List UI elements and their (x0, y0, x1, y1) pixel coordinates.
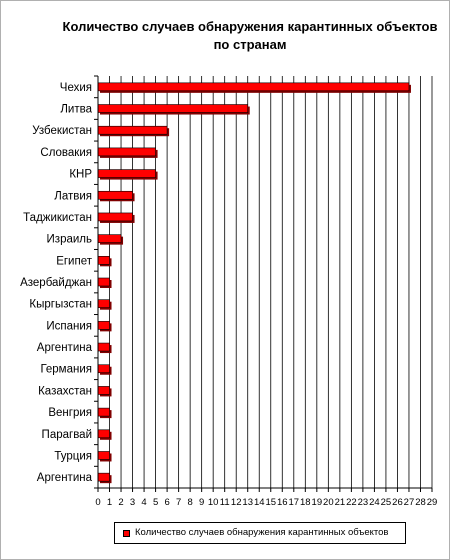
y-tick-label: Казахстан (38, 385, 92, 398)
x-tick-label: 13 (242, 497, 254, 508)
bar (98, 408, 110, 416)
legend-swatch (123, 530, 130, 537)
x-tick-label: 4 (141, 497, 147, 508)
y-tick-label: Узбекистан (32, 125, 92, 138)
x-tick-label: 12 (230, 497, 242, 508)
x-tick-label: 9 (199, 497, 205, 508)
bar (98, 278, 110, 286)
y-tick-label: Чехия (59, 81, 92, 94)
bar (98, 213, 133, 221)
bar (98, 343, 110, 351)
x-tick-label: 20 (323, 497, 334, 508)
x-tick-label: 0 (95, 497, 101, 508)
bar (98, 321, 110, 329)
bar (98, 430, 110, 438)
x-tick-label: 27 (403, 497, 415, 508)
y-tick-label: Литва (60, 103, 92, 116)
x-tick-label: 24 (369, 497, 380, 508)
y-tick-label: Аргентина (36, 342, 92, 355)
x-tick-label: 26 (392, 497, 403, 508)
y-tick-label: Турция (54, 450, 92, 463)
y-tick-label: Испания (46, 320, 92, 333)
x-tick-label: 8 (187, 497, 193, 508)
legend (114, 522, 406, 544)
chart-title: Количество случаев обнаружения карантинных объектов по странам (62, 19, 438, 52)
x-tick-label: 1 (106, 497, 113, 508)
x-tick-label: 29 (426, 497, 438, 508)
y-tick-label: Аргентина (36, 472, 92, 485)
x-tick-label: 11 (219, 497, 230, 508)
bar (98, 170, 156, 178)
y-tick-label: Кыргызстан (29, 298, 92, 311)
y-tick-label: Словакия (40, 146, 92, 159)
x-tick-label: 7 (175, 497, 182, 508)
bar (98, 365, 110, 373)
x-tick-label: 19 (311, 497, 323, 508)
y-tick-label: Таджикистан (23, 211, 92, 224)
legend-label: Количество случаев обнаружения карантинных объектов (135, 527, 389, 538)
y-tick-label: Германия (40, 363, 92, 376)
y-tick-label: Израиль (46, 233, 92, 246)
x-tick-label: 25 (380, 497, 392, 508)
plot-area (98, 76, 432, 488)
bar (98, 451, 110, 459)
y-tick-label: Латвия (54, 190, 92, 203)
bar (98, 126, 167, 134)
bar (98, 235, 121, 243)
y-tick-label: Венгрия (48, 407, 92, 420)
bar (98, 386, 110, 394)
x-tick-label: 21 (334, 497, 346, 508)
x-tick-label: 22 (346, 497, 357, 508)
bar (98, 473, 110, 481)
x-tick-label: 3 (129, 497, 136, 508)
x-tick-label: 2 (118, 497, 124, 508)
x-tick-label: 18 (300, 497, 311, 508)
x-tick-label: 23 (357, 497, 369, 508)
y-tick-label: КНР (69, 168, 92, 181)
x-tick-label: 17 (288, 497, 300, 508)
bar (98, 256, 110, 264)
bar (98, 191, 133, 199)
bar (98, 300, 110, 308)
bar (98, 105, 248, 113)
x-tick-label: 28 (415, 497, 426, 508)
y-tick-label: Египет (56, 255, 92, 268)
x-tick-label: 16 (276, 497, 288, 508)
x-tick-label: 6 (164, 497, 170, 508)
bar (98, 83, 409, 91)
y-tick-label: Азербайджан (20, 277, 92, 289)
x-tick-label: 15 (265, 497, 277, 508)
x-tick-label: 10 (207, 497, 219, 508)
x-tick-label: 5 (152, 497, 159, 508)
bar (98, 148, 156, 156)
x-tick-label: 14 (253, 497, 265, 508)
y-tick-label: Парагвай (41, 428, 92, 441)
